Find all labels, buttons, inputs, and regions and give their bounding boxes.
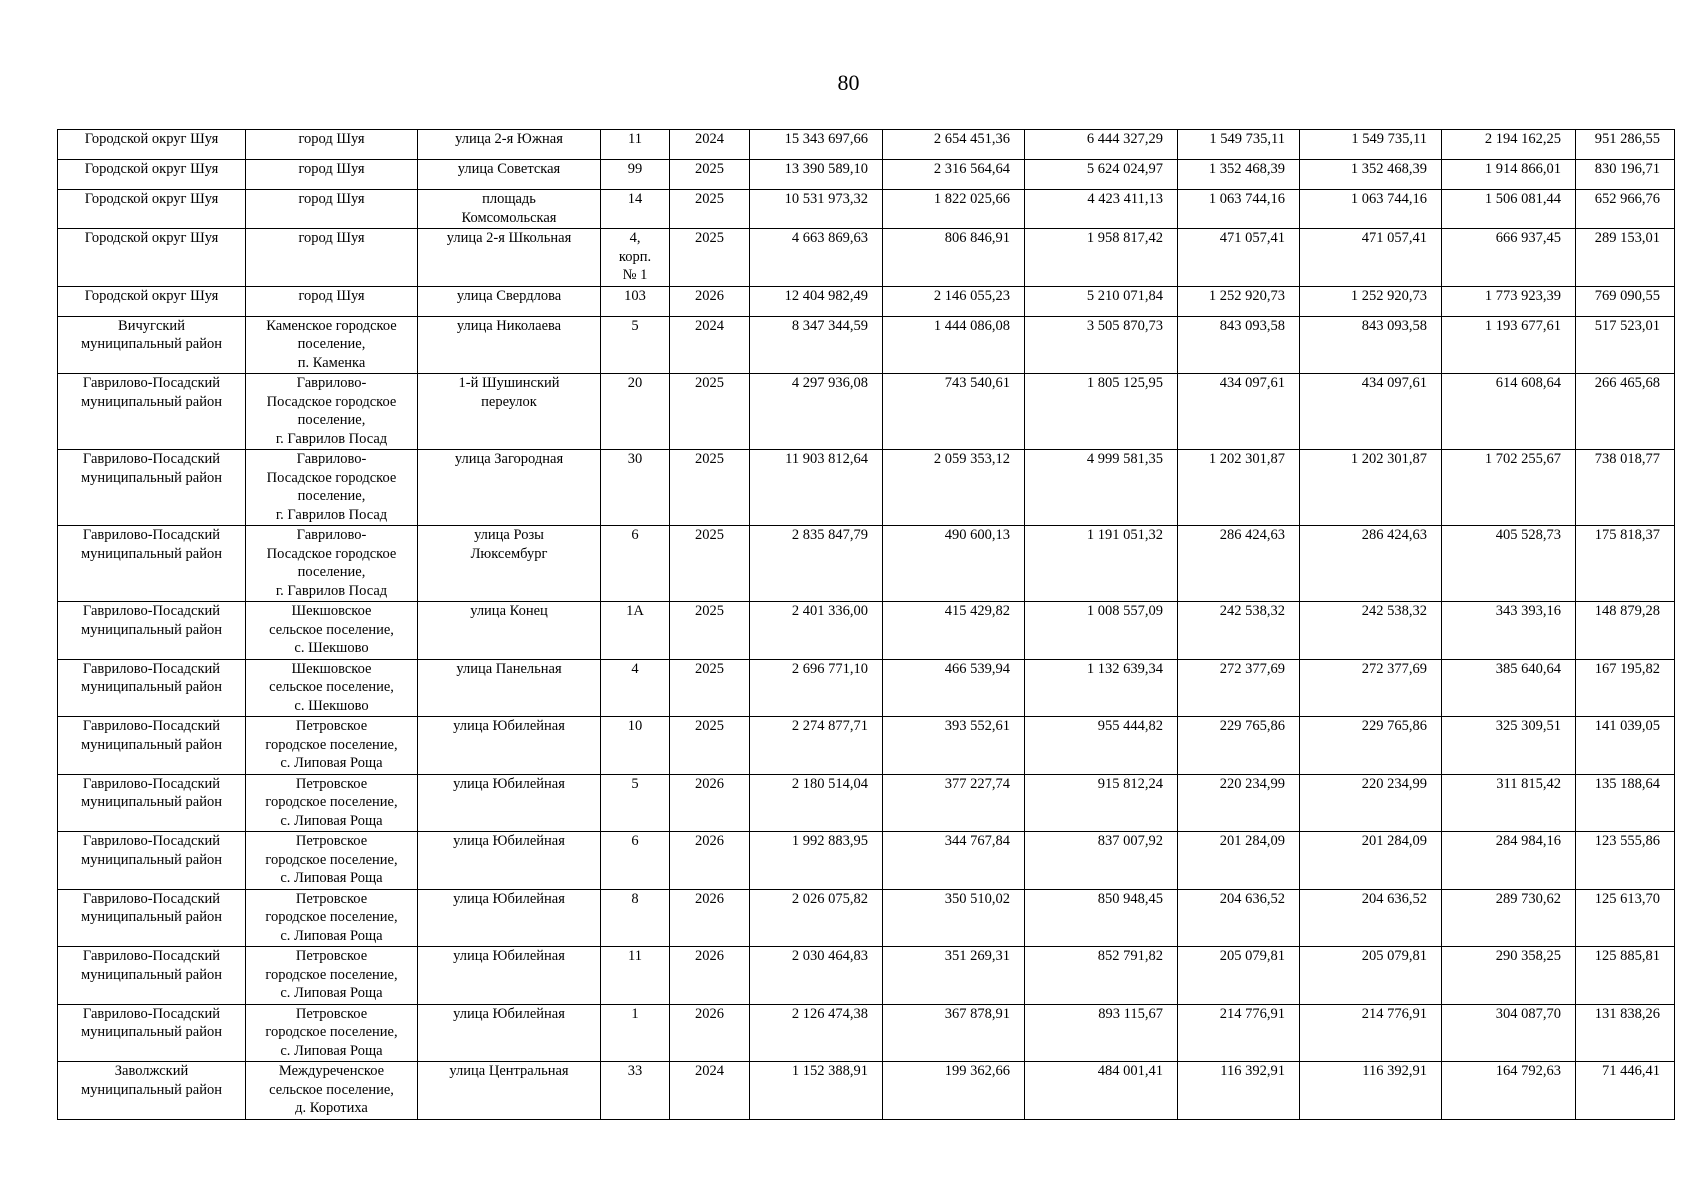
cost-col-7-cell: 367 878,91 xyxy=(883,1004,1025,1062)
street-cell: улица 2-я Школьная xyxy=(418,229,601,287)
total-cost-cell: 2 030 464,83 xyxy=(750,947,883,1005)
year-cell: 2026 xyxy=(670,1004,750,1062)
housing-registry-table xyxy=(57,129,1675,1120)
cost-col-10-cell: 1 252 920,73 xyxy=(1300,286,1442,316)
cost-col-11-cell: 284 984,16 xyxy=(1442,832,1576,890)
cost-col-7-cell: 1 444 086,08 xyxy=(883,316,1025,374)
cost-col-11-cell: 1 773 923,39 xyxy=(1442,286,1576,316)
year-cell: 2025 xyxy=(670,374,750,450)
cost-col-7-cell: 344 767,84 xyxy=(883,832,1025,890)
year-cell: 2024 xyxy=(670,316,750,374)
cost-col-9-cell: 116 392,91 xyxy=(1178,1062,1300,1120)
house-number-cell: 11 xyxy=(601,947,670,1005)
cost-col-12-cell: 131 838,26 xyxy=(1576,1004,1675,1062)
total-cost-cell: 4 663 869,63 xyxy=(750,229,883,287)
municipality-cell: Городской округ Шуя xyxy=(58,286,246,316)
street-cell: улица Юбилейная xyxy=(418,774,601,832)
cost-col-10-cell: 471 057,41 xyxy=(1300,229,1442,287)
page-number: 80 xyxy=(837,70,860,95)
cost-col-11-cell: 405 528,73 xyxy=(1442,526,1576,602)
cost-col-8-cell: 4 999 581,35 xyxy=(1025,450,1178,526)
cost-col-9-cell: 242 538,32 xyxy=(1178,602,1300,660)
year-cell: 2025 xyxy=(670,190,750,229)
total-cost-cell: 1 992 883,95 xyxy=(750,832,883,890)
municipality-cell: Гаврилово-Посадский муниципальный район xyxy=(58,450,246,526)
cost-col-12-cell: 125 885,81 xyxy=(1576,947,1675,1005)
house-number-cell: 4 xyxy=(601,659,670,717)
table-row xyxy=(58,130,1675,160)
cost-col-10-cell: 272 377,69 xyxy=(1300,659,1442,717)
cost-col-8-cell: 3 505 870,73 xyxy=(1025,316,1178,374)
year-cell: 2025 xyxy=(670,160,750,190)
cost-col-9-cell: 220 234,99 xyxy=(1178,774,1300,832)
cost-col-9-cell: 434 097,61 xyxy=(1178,374,1300,450)
cost-col-10-cell: 220 234,99 xyxy=(1300,774,1442,832)
cost-col-12-cell: 769 090,55 xyxy=(1576,286,1675,316)
cost-col-10-cell: 434 097,61 xyxy=(1300,374,1442,450)
settlement-cell: Гаврилово- Посадское городское поселение, г. Гаврилов Посад xyxy=(246,374,418,450)
cost-col-9-cell: 205 079,81 xyxy=(1178,947,1300,1005)
cost-col-9-cell: 1 549 735,11 xyxy=(1178,130,1300,160)
cost-col-12-cell: 175 818,37 xyxy=(1576,526,1675,602)
cost-col-7-cell: 351 269,31 xyxy=(883,947,1025,1005)
cost-col-12-cell: 951 286,55 xyxy=(1576,130,1675,160)
municipality-cell: Городской округ Шуя xyxy=(58,130,246,160)
cost-col-7-cell: 2 316 564,64 xyxy=(883,160,1025,190)
street-cell: улица Центральная xyxy=(418,1062,601,1120)
cost-col-9-cell: 1 202 301,87 xyxy=(1178,450,1300,526)
cost-col-7-cell: 743 540,61 xyxy=(883,374,1025,450)
cost-col-9-cell: 1 063 744,16 xyxy=(1178,190,1300,229)
house-number-cell: 33 xyxy=(601,1062,670,1120)
total-cost-cell: 8 347 344,59 xyxy=(750,316,883,374)
cost-col-7-cell: 2 059 353,12 xyxy=(883,450,1025,526)
cost-col-10-cell: 286 424,63 xyxy=(1300,526,1442,602)
municipality-cell: Городской округ Шуя xyxy=(58,190,246,229)
cost-col-7-cell: 393 552,61 xyxy=(883,717,1025,775)
municipality-cell: Гаврилово-Посадский муниципальный район xyxy=(58,1004,246,1062)
total-cost-cell: 2 180 514,04 xyxy=(750,774,883,832)
cost-col-8-cell: 4 423 411,13 xyxy=(1025,190,1178,229)
cost-col-7-cell: 2 146 055,23 xyxy=(883,286,1025,316)
cost-col-7-cell: 350 510,02 xyxy=(883,889,1025,947)
table-row xyxy=(58,1004,1675,1062)
street-cell: улица Юбилейная xyxy=(418,947,601,1005)
cost-col-8-cell: 850 948,45 xyxy=(1025,889,1178,947)
cost-col-12-cell: 738 018,77 xyxy=(1576,450,1675,526)
table-row xyxy=(58,717,1675,775)
cost-col-11-cell: 164 792,63 xyxy=(1442,1062,1576,1120)
cost-col-10-cell: 1 063 744,16 xyxy=(1300,190,1442,229)
cost-col-10-cell: 1 352 468,39 xyxy=(1300,160,1442,190)
cost-col-7-cell: 377 227,74 xyxy=(883,774,1025,832)
cost-col-8-cell: 5 210 071,84 xyxy=(1025,286,1178,316)
cost-col-9-cell: 843 093,58 xyxy=(1178,316,1300,374)
cost-col-11-cell: 1 914 866,01 xyxy=(1442,160,1576,190)
street-cell: улица Николаева xyxy=(418,316,601,374)
table-row xyxy=(58,316,1675,374)
cost-col-10-cell: 204 636,52 xyxy=(1300,889,1442,947)
house-number-cell: 20 xyxy=(601,374,670,450)
total-cost-cell: 10 531 973,32 xyxy=(750,190,883,229)
house-number-cell: 103 xyxy=(601,286,670,316)
cost-col-12-cell: 123 555,86 xyxy=(1576,832,1675,890)
cost-col-12-cell: 652 966,76 xyxy=(1576,190,1675,229)
cost-col-9-cell: 214 776,91 xyxy=(1178,1004,1300,1062)
table-row xyxy=(58,286,1675,316)
cost-col-9-cell: 229 765,86 xyxy=(1178,717,1300,775)
street-cell: площадь Комсомольская xyxy=(418,190,601,229)
total-cost-cell: 2 274 877,71 xyxy=(750,717,883,775)
year-cell: 2025 xyxy=(670,659,750,717)
settlement-cell: Каменское городское поселение, п. Каменка xyxy=(246,316,418,374)
street-cell: улица Юбилейная xyxy=(418,832,601,890)
street-cell: улица Советская xyxy=(418,160,601,190)
year-cell: 2026 xyxy=(670,947,750,1005)
house-number-cell: 8 xyxy=(601,889,670,947)
cost-col-12-cell: 167 195,82 xyxy=(1576,659,1675,717)
cost-col-8-cell: 1 191 051,32 xyxy=(1025,526,1178,602)
settlement-cell: Петровское городское поселение, с. Липовая Роща xyxy=(246,947,418,1005)
cost-col-8-cell: 955 444,82 xyxy=(1025,717,1178,775)
cost-col-7-cell: 806 846,91 xyxy=(883,229,1025,287)
cost-col-11-cell: 614 608,64 xyxy=(1442,374,1576,450)
cost-col-10-cell: 214 776,91 xyxy=(1300,1004,1442,1062)
municipality-cell: Гаврилово-Посадский муниципальный район xyxy=(58,947,246,1005)
year-cell: 2026 xyxy=(670,832,750,890)
cost-col-8-cell: 837 007,92 xyxy=(1025,832,1178,890)
cost-col-9-cell: 1 352 468,39 xyxy=(1178,160,1300,190)
settlement-cell: Шекшовское сельское поселение, с. Шекшово xyxy=(246,602,418,660)
settlement-cell: Гаврилово- Посадское городское поселение, г. Гаврилов Посад xyxy=(246,450,418,526)
cost-col-10-cell: 116 392,91 xyxy=(1300,1062,1442,1120)
cost-col-11-cell: 666 937,45 xyxy=(1442,229,1576,287)
cost-col-9-cell: 286 424,63 xyxy=(1178,526,1300,602)
settlement-cell: город Шуя xyxy=(246,286,418,316)
cost-col-11-cell: 290 358,25 xyxy=(1442,947,1576,1005)
cost-col-8-cell: 5 624 024,97 xyxy=(1025,160,1178,190)
total-cost-cell: 12 404 982,49 xyxy=(750,286,883,316)
cost-col-9-cell: 471 057,41 xyxy=(1178,229,1300,287)
settlement-cell: Гаврилово- Посадское городское поселение, г. Гаврилов Посад xyxy=(246,526,418,602)
municipality-cell: Городской округ Шуя xyxy=(58,160,246,190)
cost-col-12-cell: 517 523,01 xyxy=(1576,316,1675,374)
year-cell: 2026 xyxy=(670,774,750,832)
municipality-cell: Гаврилово-Посадский муниципальный район xyxy=(58,526,246,602)
table-row xyxy=(58,160,1675,190)
house-number-cell: 1А xyxy=(601,602,670,660)
cost-col-7-cell: 199 362,66 xyxy=(883,1062,1025,1120)
table-row xyxy=(58,659,1675,717)
cost-col-11-cell: 311 815,42 xyxy=(1442,774,1576,832)
year-cell: 2025 xyxy=(670,450,750,526)
settlement-cell: город Шуя xyxy=(246,229,418,287)
municipality-cell: Городской округ Шуя xyxy=(58,229,246,287)
cost-col-9-cell: 204 636,52 xyxy=(1178,889,1300,947)
house-number-cell: 1 xyxy=(601,1004,670,1062)
house-number-cell: 5 xyxy=(601,316,670,374)
cost-col-12-cell: 135 188,64 xyxy=(1576,774,1675,832)
total-cost-cell: 2 835 847,79 xyxy=(750,526,883,602)
house-number-cell: 4, корп. № 1 xyxy=(601,229,670,287)
cost-col-8-cell: 1 132 639,34 xyxy=(1025,659,1178,717)
cost-col-9-cell: 1 252 920,73 xyxy=(1178,286,1300,316)
cost-col-7-cell: 415 429,82 xyxy=(883,602,1025,660)
municipality-cell: Гаврилово-Посадский муниципальный район xyxy=(58,889,246,947)
table-row xyxy=(58,889,1675,947)
municipality-cell: Гаврилово-Посадский муниципальный район xyxy=(58,774,246,832)
cost-col-7-cell: 2 654 451,36 xyxy=(883,130,1025,160)
year-cell: 2025 xyxy=(670,526,750,602)
municipality-cell: Гаврилово-Посадский муниципальный район xyxy=(58,717,246,775)
cost-col-8-cell: 6 444 327,29 xyxy=(1025,130,1178,160)
year-cell: 2024 xyxy=(670,130,750,160)
street-cell: улица 2-я Южная xyxy=(418,130,601,160)
settlement-cell: город Шуя xyxy=(246,160,418,190)
house-number-cell: 6 xyxy=(601,832,670,890)
municipality-cell: Гаврилово-Посадский муниципальный район xyxy=(58,832,246,890)
cost-col-11-cell: 385 640,64 xyxy=(1442,659,1576,717)
table-row xyxy=(58,947,1675,1005)
cost-col-8-cell: 1 958 817,42 xyxy=(1025,229,1178,287)
house-number-cell: 5 xyxy=(601,774,670,832)
street-cell: улица Загородная xyxy=(418,450,601,526)
total-cost-cell: 2 026 075,82 xyxy=(750,889,883,947)
settlement-cell: Петровское городское поселение, с. Липовая Роща xyxy=(246,832,418,890)
settlement-cell: Петровское городское поселение, с. Липовая Роща xyxy=(246,889,418,947)
cost-col-11-cell: 304 087,70 xyxy=(1442,1004,1576,1062)
street-cell: улица Панельная xyxy=(418,659,601,717)
total-cost-cell: 13 390 589,10 xyxy=(750,160,883,190)
street-cell: улица Юбилейная xyxy=(418,717,601,775)
total-cost-cell: 15 343 697,66 xyxy=(750,130,883,160)
municipality-cell: Гаврилово-Посадский муниципальный район xyxy=(58,659,246,717)
cost-col-8-cell: 893 115,67 xyxy=(1025,1004,1178,1062)
settlement-cell: Шекшовское сельское поселение, с. Шекшово xyxy=(246,659,418,717)
table-row xyxy=(58,190,1675,229)
total-cost-cell: 1 152 388,91 xyxy=(750,1062,883,1120)
cost-col-7-cell: 466 539,94 xyxy=(883,659,1025,717)
year-cell: 2024 xyxy=(670,1062,750,1120)
street-cell: улица Юбилейная xyxy=(418,1004,601,1062)
house-number-cell: 14 xyxy=(601,190,670,229)
settlement-cell: Петровское городское поселение, с. Липовая Роща xyxy=(246,717,418,775)
cost-col-12-cell: 266 465,68 xyxy=(1576,374,1675,450)
cost-col-10-cell: 229 765,86 xyxy=(1300,717,1442,775)
cost-col-10-cell: 201 284,09 xyxy=(1300,832,1442,890)
cost-col-9-cell: 201 284,09 xyxy=(1178,832,1300,890)
cost-col-11-cell: 1 506 081,44 xyxy=(1442,190,1576,229)
house-number-cell: 11 xyxy=(601,130,670,160)
municipality-cell: Вичугский муниципальный район xyxy=(58,316,246,374)
settlement-cell: Петровское городское поселение, с. Липовая Роща xyxy=(246,1004,418,1062)
table-row xyxy=(58,229,1675,287)
settlement-cell: Междуреченское сельское поселение, д. Коротиха xyxy=(246,1062,418,1120)
house-number-cell: 99 xyxy=(601,160,670,190)
house-number-cell: 6 xyxy=(601,526,670,602)
table-row xyxy=(58,774,1675,832)
total-cost-cell: 2 401 336,00 xyxy=(750,602,883,660)
municipality-cell: Гаврилово-Посадский муниципальный район xyxy=(58,374,246,450)
cost-col-8-cell: 915 812,24 xyxy=(1025,774,1178,832)
table-row xyxy=(58,1062,1675,1120)
total-cost-cell: 2 696 771,10 xyxy=(750,659,883,717)
total-cost-cell: 2 126 474,38 xyxy=(750,1004,883,1062)
settlement-cell: город Шуя xyxy=(246,130,418,160)
cost-col-10-cell: 205 079,81 xyxy=(1300,947,1442,1005)
year-cell: 2026 xyxy=(670,286,750,316)
cost-col-11-cell: 343 393,16 xyxy=(1442,602,1576,660)
cost-col-11-cell: 1 193 677,61 xyxy=(1442,316,1576,374)
cost-col-7-cell: 1 822 025,66 xyxy=(883,190,1025,229)
cost-col-12-cell: 71 446,41 xyxy=(1576,1062,1675,1120)
cost-col-10-cell: 1 549 735,11 xyxy=(1300,130,1442,160)
year-cell: 2025 xyxy=(670,717,750,775)
table-row xyxy=(58,526,1675,602)
cost-col-12-cell: 141 039,05 xyxy=(1576,717,1675,775)
cost-col-12-cell: 125 613,70 xyxy=(1576,889,1675,947)
street-cell: улица Юбилейная xyxy=(418,889,601,947)
cost-col-12-cell: 148 879,28 xyxy=(1576,602,1675,660)
cost-col-10-cell: 1 202 301,87 xyxy=(1300,450,1442,526)
cost-col-8-cell: 1 008 557,09 xyxy=(1025,602,1178,660)
street-cell: улица Конец xyxy=(418,602,601,660)
table-row xyxy=(58,832,1675,890)
cost-col-12-cell: 289 153,01 xyxy=(1576,229,1675,287)
house-number-cell: 10 xyxy=(601,717,670,775)
total-cost-cell: 4 297 936,08 xyxy=(750,374,883,450)
cost-col-10-cell: 242 538,32 xyxy=(1300,602,1442,660)
street-cell: улица Свердлова xyxy=(418,286,601,316)
cost-col-7-cell: 490 600,13 xyxy=(883,526,1025,602)
settlement-cell: Петровское городское поселение, с. Липовая Роща xyxy=(246,774,418,832)
table-body xyxy=(58,130,1675,1120)
cost-col-11-cell: 325 309,51 xyxy=(1442,717,1576,775)
table-row xyxy=(58,450,1675,526)
house-number-cell: 30 xyxy=(601,450,670,526)
cost-col-8-cell: 484 001,41 xyxy=(1025,1062,1178,1120)
cost-col-11-cell: 289 730,62 xyxy=(1442,889,1576,947)
cost-col-10-cell: 843 093,58 xyxy=(1300,316,1442,374)
total-cost-cell: 11 903 812,64 xyxy=(750,450,883,526)
street-cell: 1-й Шушинский переулок xyxy=(418,374,601,450)
year-cell: 2026 xyxy=(670,889,750,947)
cost-col-11-cell: 2 194 162,25 xyxy=(1442,130,1576,160)
year-cell: 2025 xyxy=(670,602,750,660)
cost-col-8-cell: 1 805 125,95 xyxy=(1025,374,1178,450)
table-row xyxy=(58,602,1675,660)
street-cell: улица Розы Люксембург xyxy=(418,526,601,602)
cost-col-8-cell: 852 791,82 xyxy=(1025,947,1178,1005)
cost-col-11-cell: 1 702 255,67 xyxy=(1442,450,1576,526)
year-cell: 2025 xyxy=(670,229,750,287)
table-row xyxy=(58,374,1675,450)
cost-col-12-cell: 830 196,71 xyxy=(1576,160,1675,190)
municipality-cell: Гаврилово-Посадский муниципальный район xyxy=(58,602,246,660)
cost-col-9-cell: 272 377,69 xyxy=(1178,659,1300,717)
municipality-cell: Заволжский муниципальный район xyxy=(58,1062,246,1120)
settlement-cell: город Шуя xyxy=(246,190,418,229)
